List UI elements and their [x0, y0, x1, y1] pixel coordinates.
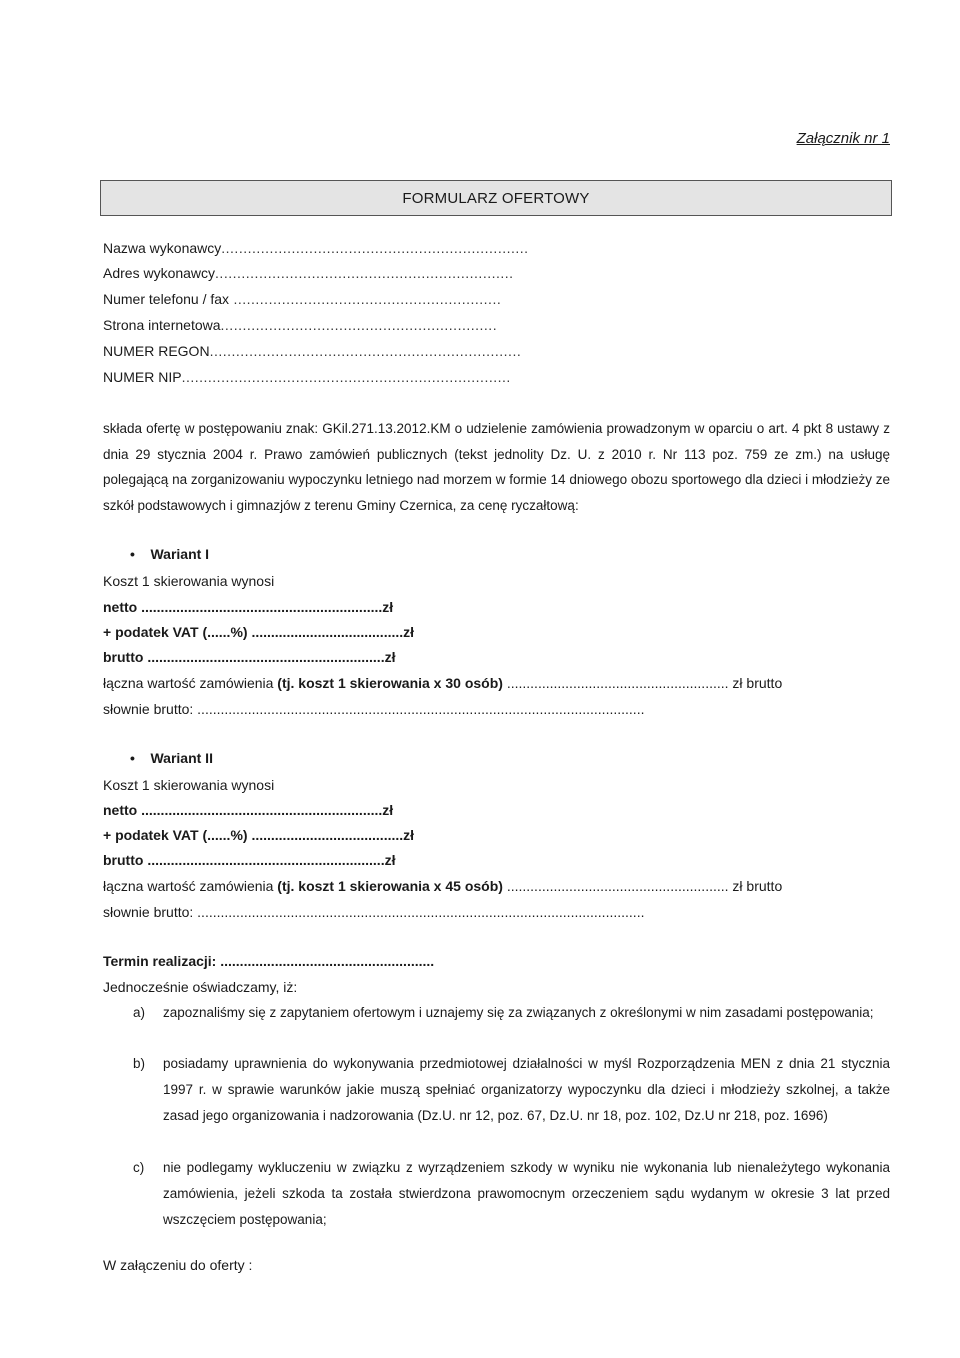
variant-2-cost-label: Koszt 1 skierowania wynosi	[103, 777, 275, 793]
variant-2-netto: netto ..............................................................zł	[103, 802, 394, 818]
attachments-label: W załączeniu do oferty :	[103, 1257, 253, 1273]
list-marker: b)	[133, 1056, 146, 1071]
total-bold: (tj. koszt 1 skierowania x 45 osób)	[277, 878, 503, 894]
total-suffix: ......................................................... zł brutto	[502, 675, 783, 691]
variant-1-brutto: brutto .............................................................zł	[103, 649, 396, 665]
declaration-c	[133, 1155, 890, 1233]
field-regon	[103, 343, 521, 359]
variant-1-words: słownie brutto: ...................................................................................................................	[103, 701, 645, 717]
field-contractor-name	[103, 240, 529, 256]
variant-2-vat: + podatek VAT (......%) .......................................zł	[103, 827, 415, 843]
field-label: Numer telefonu / fax	[103, 291, 230, 307]
declaration-text: nie podlegamy wykluczeniu w związku z wyrządzeniem szkody w wyniku nie wykonania lub nienależytego wykonania zamówienia, jeżeli szkoda ta została stwierdzona prawomocnym orzeczeniem sądu wydanym w okresie 3 lat przed wszczęciem postępowania;	[163, 1160, 890, 1227]
form-title-box	[100, 180, 892, 216]
declaration-a	[133, 1000, 890, 1026]
total-prefix: łączna wartość zamówienia	[103, 675, 278, 691]
variant-1-title	[130, 546, 209, 562]
variant-2-total	[103, 878, 782, 894]
list-marker: c)	[133, 1160, 145, 1175]
field-nip	[103, 369, 511, 385]
variant-title-text: Wariant I	[150, 546, 210, 562]
field-dots: ....................................................................	[215, 265, 514, 281]
bullet-icon: •	[130, 750, 135, 766]
variant-1-vat: + podatek VAT (......%) .......................................zł	[103, 624, 415, 640]
field-dots: .......................................................................	[209, 343, 522, 359]
variant-1-total	[103, 675, 782, 691]
bullet-icon: •	[130, 546, 135, 562]
field-label: Strona internetowa	[103, 317, 221, 333]
term-label: Termin realizacji:	[103, 953, 221, 969]
field-label: Adres wykonawcy	[103, 265, 216, 281]
intro-paragraph: składa ofertę w postępowaniu znak: GKil.271.13.2012.KM o udzielenie zamówienia prowadzonym w oparciu o art. 4 pkt 8 ustawy z dnia 29 stycznia 2004 r. Prawo zamówień publicznych (tekst jednolity Dz. U. z 2010 r. Nr 113 poz. 759 ze zm.) na usługę polegającą na zorganizowaniu wypoczynku letniego nad morzem w formie 14 dniowego obozu sportowego dla dzieci i młodzieży ze szkół podstawowych i gimnazjów z terenu Gminy Czernica, za cenę ryczałtową:	[103, 421, 890, 513]
field-website	[103, 317, 497, 333]
variant-title-text: Wariant II	[150, 750, 213, 766]
declaration-b	[133, 1051, 890, 1129]
variant-1-netto: netto ..............................................................zł	[103, 599, 394, 615]
variant-2-words: słownie brutto: ...................................................................................................................	[103, 904, 645, 920]
total-suffix: ......................................................... zł brutto	[502, 878, 783, 894]
declaration-intro: Jednocześnie oświadczamy, iż:	[103, 979, 298, 995]
total-bold: (tj. koszt 1 skierowania x 30 osób)	[277, 675, 503, 691]
field-dots: .............................................................	[229, 291, 502, 307]
form-title: FORMULARZ OFERTOWY	[402, 189, 590, 207]
variant-2-brutto: brutto .............................................................zł	[103, 852, 396, 868]
field-label: Nazwa wykonawcy	[103, 240, 222, 256]
declaration-text: posiadamy uprawnienia do wykonywania przedmiotowej działalności w myśl Rozporządzenia MEN z dnia 21 stycznia 1997 r. w sprawie warunków jakie muszą spełniać organizatorzy wypoczynku dla dzieci i młodzieży szkolnej, a także zasad jego organizowania i nadzorowania (Dz.U. nr 12, poz. 67, Dz.U. nr 18, poz. 102, Dz.U nr 218, poz. 1696)	[163, 1056, 890, 1123]
annex-label: Załącznik nr 1	[796, 130, 890, 147]
total-prefix: łączna wartość zamówienia	[103, 878, 278, 894]
field-dots: ......................................................................	[221, 240, 529, 256]
list-marker: a)	[133, 1005, 146, 1020]
variant-1-cost-label: Koszt 1 skierowania wynosi	[103, 573, 275, 589]
declaration-text: zapoznaliśmy się z zapytaniem ofertowym i uznajemy się za związanych z określonymi w nim zasadami postępowania;	[163, 1005, 874, 1020]
field-phone-fax	[103, 291, 501, 307]
field-label: NUMER NIP	[103, 369, 182, 385]
term-dots: .......................................................	[220, 953, 435, 969]
field-dots: ...........................................................................	[181, 369, 511, 385]
term-line	[103, 953, 434, 969]
field-dots: ...............................................................	[220, 317, 498, 333]
variant-2-title	[130, 750, 213, 766]
field-contractor-address	[103, 265, 514, 281]
field-label: NUMER REGON	[103, 343, 210, 359]
